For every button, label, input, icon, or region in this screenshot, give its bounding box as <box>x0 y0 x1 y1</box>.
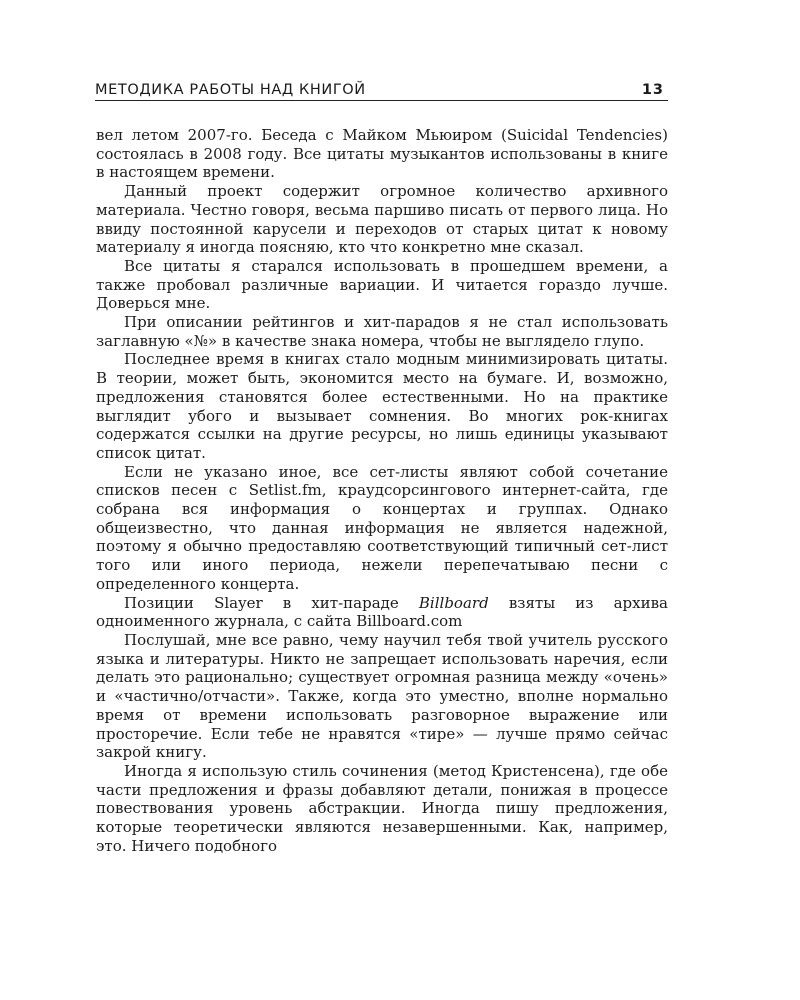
paragraph-text: Все цитаты я старался использовать в прошедшем времени, а также пробовал различные вариации. И читается гораздо лучше. Доверься мне. <box>96 256 668 313</box>
paragraph <box>96 463 668 594</box>
paragraph-text: Данный проект содержит огромное количество архивного материала. Честно говоря, весьма паршиво писать от первого лица. Но ввиду постоянной карусели и переходов от старых цитат к новому материалу я иногда поясняю, кто что конкретно мне сказал. <box>96 182 668 257</box>
paragraph-text: Иногда я использую стиль сочинения (метод Кристенсена), где обе части предложения и фразы добавляют детали, понижая в процессе повествования уровень абстракции. Иногда пишу предложения, которые теоретически являются незавершенными. Как, например, это. Ничего подобного <box>96 761 668 855</box>
paragraph <box>96 126 668 182</box>
paragraph-text: Если не указано иное, все сет-листы являют собой сочетание списков песен с Setlist.fm, краудсорсингового интернет-сайта, где собрана вся информация о концертах и группах. Однако общеизвестно, что данная информация не является надежной, поэтому я обычно предоставляю соответствующий типичный сет-лист того или иного периода, нежели перепечатываю песни с определенного концерта. <box>96 462 668 593</box>
paragraph-text: Последнее время в книгах стало модным минимизировать цитаты. В теории, может быть, экономится место на бумаге. И, возможно, предложения становятся более естественными. Но на практике выглядит убого и вызывает сомнения. Во многих рок-книгах содержатся ссылки на другие ресурсы, но лишь единицы указывают список цитат. <box>96 350 668 462</box>
page-number: 13 <box>641 82 664 98</box>
paragraph <box>96 594 668 631</box>
paragraph <box>96 182 668 257</box>
paragraph <box>96 762 668 856</box>
running-header <box>95 80 668 101</box>
paragraph <box>96 350 668 462</box>
running-title: МЕТОДИКА РАБОТЫ НАД КНИГОЙ <box>95 82 366 98</box>
paragraph <box>96 257 668 313</box>
paragraph-text: При описании рейтингов и хит-парадов я не стал использовать заглавную «№» в качестве знака номера, чтобы не выглядело глупо. <box>96 313 668 350</box>
body-text <box>96 126 668 855</box>
paragraph-text: Позиции Slayer в хит-параде <box>124 593 419 612</box>
paragraph-text: взяты из архива одноименного журнала, с сайта Billboard.com <box>96 593 668 631</box>
paragraph-text: вел летом 2007-го. Беседа с Майком Мьюиром (Suicidal Tendencies) состоялась в 2008 году. Все цитаты музыкантов использованы в книге в настоящем времени. <box>96 126 668 182</box>
italic-title: Billboard <box>418 593 489 612</box>
paragraph-text: Послушай, мне все равно, чему научил тебя твой учитель русского языка и литературы. Никто не запрещает использовать наречия, если делать это рационально; существует огромная разница между «очень» и «частично/отчасти». Также, когда это уместно, вполне нормально время от времени использовать разговорное выражение или просторечие. Если тебе не нравятся «тире» — лучше прямо сейчас закрой книгу. <box>96 630 668 762</box>
paragraph <box>96 313 668 350</box>
paragraph <box>96 631 668 762</box>
